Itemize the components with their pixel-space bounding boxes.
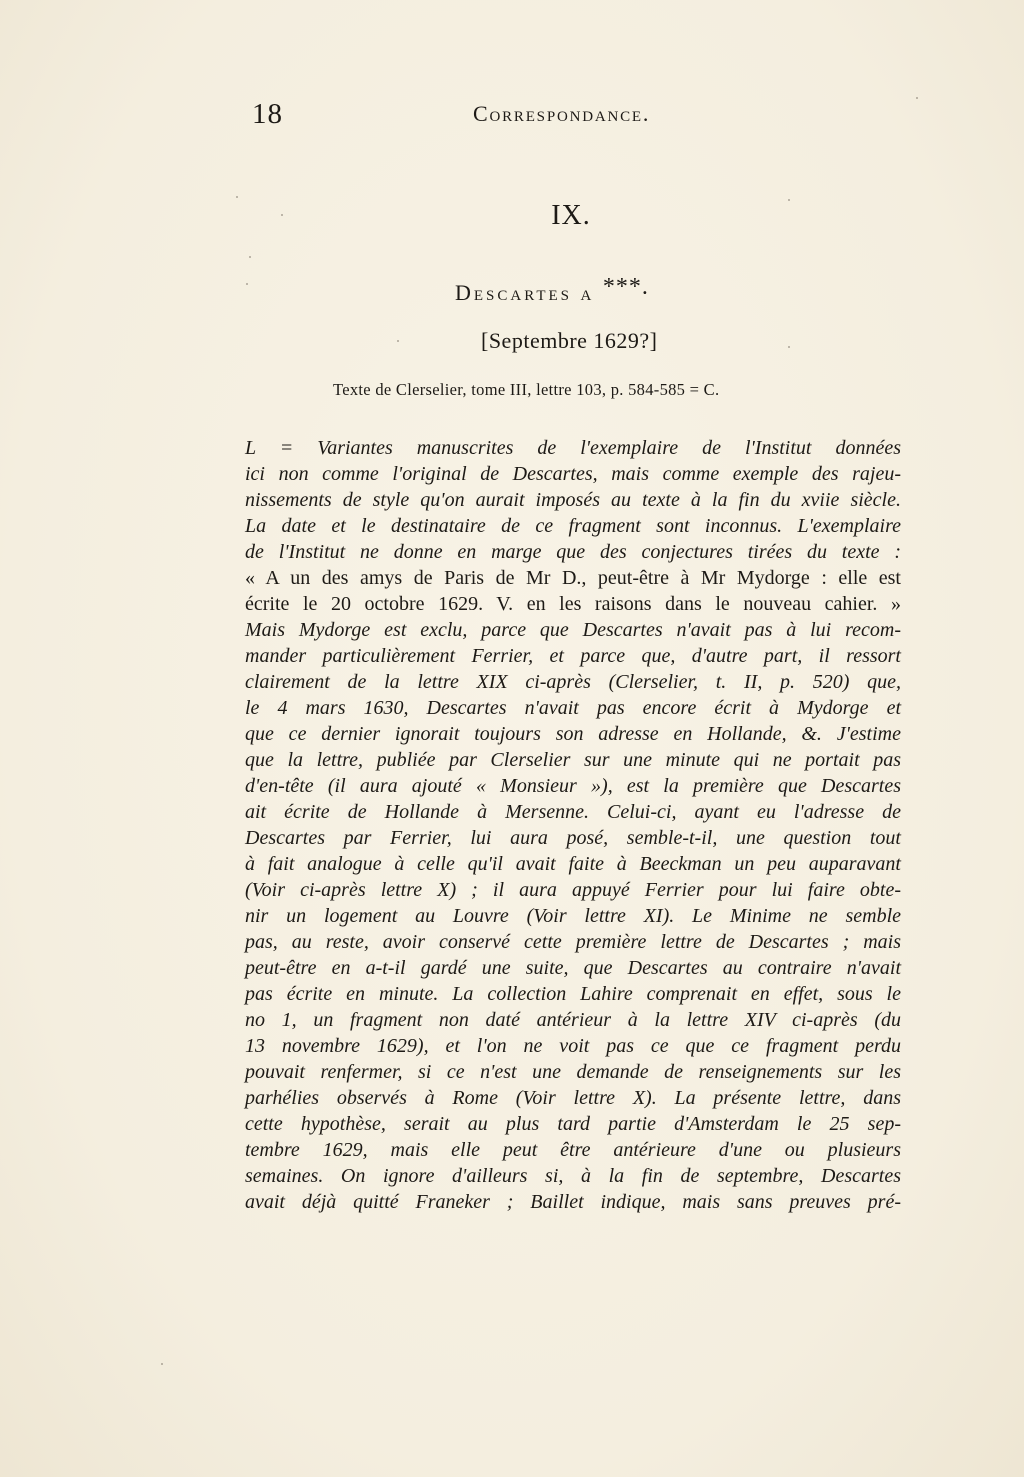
note-line-24: 13 novembre 1629), et l'on ne voit pas ce que ce fragment perdu bbox=[245, 1035, 901, 1057]
note-line-14: d'en-tête (il aura ajouté « Monsieur »), est la première que Descartes bbox=[245, 775, 901, 797]
letter-number: IX. bbox=[551, 200, 591, 231]
note-line-21: peut-être en a-t-il gardé une suite, que Descartes au contraire n'avait bbox=[245, 957, 901, 979]
paper-speck bbox=[788, 346, 790, 348]
note-line-4: La date et le destinataire de ce fragment sont inconnus. L'exemplaire bbox=[245, 515, 901, 537]
note-line-23: no 1, un fragment non daté antérieur à la lettre XIV ci-après (du bbox=[245, 1009, 901, 1031]
source-line: Texte de Clerselier, tome III, lettre 103, p. 584-585 = C. bbox=[333, 380, 720, 399]
note-line-26: parhélies observés à Rome (Voir lettre X). La présente lettre, dans bbox=[245, 1087, 901, 1109]
letter-title-stars: ***. bbox=[602, 274, 649, 300]
letter-title bbox=[455, 274, 649, 306]
paper-speck bbox=[161, 1363, 163, 1365]
note-line-18: (Voir ci-après lettre X) ; il aura appuyé Ferrier pour lui faire obte- bbox=[245, 879, 901, 901]
paper-speck bbox=[249, 256, 251, 258]
page-number: 18 bbox=[252, 98, 283, 130]
note-line-25: pouvait renfermer, si ce n'est une demande de renseignements sur les bbox=[245, 1061, 901, 1083]
paper-speck bbox=[281, 214, 283, 216]
note-line-1: L = Variantes manuscrites de l'exemplaire de l'Institut données bbox=[245, 437, 901, 459]
note-line-20: pas, au reste, avoir conservé cette première lettre de Descartes ; mais bbox=[245, 931, 901, 953]
note-line-17: à fait analogue à celle qu'il avait faite à Beeckman un peu auparavant bbox=[245, 853, 901, 875]
note-line-19: nir un logement au Louvre (Voir lettre XI). Le Minime ne semble bbox=[245, 905, 901, 927]
note-line-3: nissements de style qu'on aurait imposés au texte à la fin du xviie siècle. bbox=[245, 489, 901, 511]
note-line-2: ici non comme l'original de Descartes, mais comme exemple des rajeu- bbox=[245, 463, 901, 485]
note-line-16: Descartes par Ferrier, lui aura posé, semble-t-il, une question tout bbox=[245, 827, 901, 849]
paper-speck bbox=[397, 340, 399, 342]
note-line-13: que la lettre, publiée par Clerselier sur une minute qui ne portait pas bbox=[245, 749, 901, 771]
note-line-28: tembre 1629, mais elle peut être antérieure d'une ou plusieurs bbox=[245, 1139, 901, 1161]
note-line-6: « A un des amys de Paris de Mr D., peut-être à Mr Mydorge : elle est bbox=[245, 567, 901, 589]
note-line-11: le 4 mars 1630, Descartes n'avait pas encore écrit à Mydorge et bbox=[245, 697, 901, 719]
note-line-10: clairement de la lettre XIX ci-après (Clerselier, t. II, p. 520) que, bbox=[245, 671, 901, 693]
editorial-notes bbox=[245, 435, 901, 1215]
paper-speck bbox=[246, 283, 248, 285]
note-line-30: avait déjà quitté Franeker ; Baillet indique, mais sans preuves pré- bbox=[245, 1191, 901, 1213]
paper-speck bbox=[788, 199, 790, 201]
running-head bbox=[473, 101, 650, 127]
note-line-12: que ce dernier ignorait toujours son adresse en Hollande, &. J'estime bbox=[245, 723, 901, 745]
letter-title-text: Descartes a bbox=[455, 280, 595, 305]
note-line-5: de l'Institut ne donne en marge que des conjectures tirées du texte : bbox=[245, 541, 901, 563]
note-line-22: pas écrite en minute. La collection Lahire comprenait en effet, sous le bbox=[245, 983, 901, 1005]
paper-speck bbox=[916, 97, 918, 99]
note-line-7: écrite le 20 octobre 1629. V. en les raisons dans le nouveau cahier. » bbox=[245, 593, 901, 615]
letter-date: [Septembre 1629?] bbox=[481, 328, 658, 353]
running-head-text: Correspondance. bbox=[473, 101, 651, 126]
note-line-8: Mais Mydorge est exclu, parce que Descartes n'avait pas à lui recom- bbox=[245, 619, 901, 641]
note-line-15: ait écrite de Hollande à Mersenne. Celui-ci, ayant eu l'adresse de bbox=[245, 801, 901, 823]
note-line-27: cette hypothèse, serait au plus tard partie d'Amsterdam le 25 sep- bbox=[245, 1113, 901, 1135]
note-line-9: mander particulièrement Ferrier, et parce que, d'autre part, il ressort bbox=[245, 645, 901, 667]
note-line-29: semaines. On ignore d'ailleurs si, à la fin de septembre, Descartes bbox=[245, 1165, 901, 1187]
paper-speck bbox=[236, 196, 238, 198]
